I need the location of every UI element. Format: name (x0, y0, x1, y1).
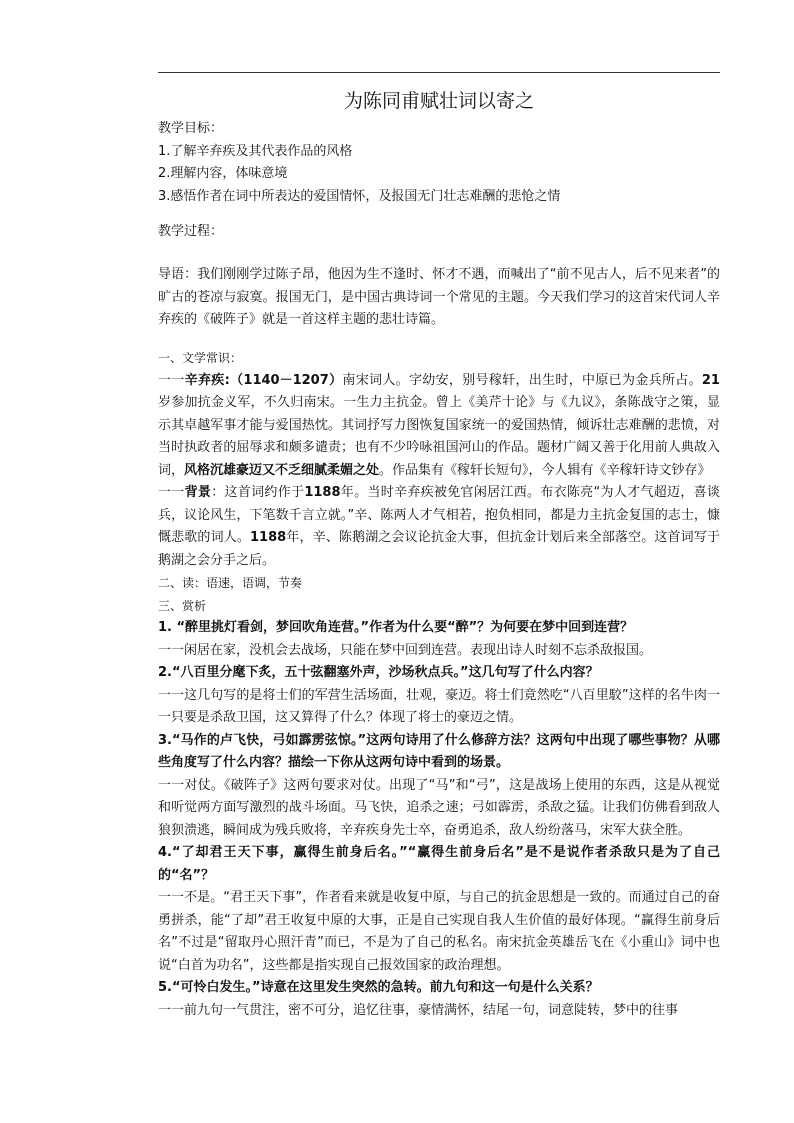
answer-2: 一一这几句写的是将士们的军营生活场面，壮观，豪迈。将士们竟然吃“八百里駮”这样的名牛肉一一只要是杀敌卫国，这又算得了什么？体现了将士的豪迈之情。 (158, 687, 720, 725)
goal-item: 3.感悟作者在词中所表达的爱国情怀，及报国无门壮志难酬的悲怆之情 (158, 188, 561, 204)
document-title: 为陈同甫赋壮词以寄之 (343, 90, 534, 112)
process-heading: 教学过程： (158, 224, 224, 239)
background-label: 背景 (184, 485, 212, 500)
background-text: ：这首词约作于 (211, 485, 305, 500)
goals-heading: 教学目标： (158, 121, 224, 136)
literature-section (158, 347, 720, 1022)
background-year: 1188 (304, 485, 341, 500)
literature-heading: 一、文学常识： (158, 351, 243, 365)
background-text: 年。当时辛弃疾被免官闲居江西。布衣陈亮“为人才气超迈，喜谈兵，议论风生，下笔数千言立就。”辛、陈两人才气相若，抱负相同，都是力主抗金复国的志士，慷慨悲歌的词人。 (158, 485, 720, 545)
answer-1: 一一闲居在家，没机会去战场，只能在梦中回到连营。表现出诗人时刻不忘杀敌报国。 (158, 642, 653, 658)
process-section (158, 221, 720, 244)
goal-item: 1.了解辛弃疾及其代表作品的风格 (158, 143, 353, 159)
background-paragraph (158, 482, 720, 572)
question-text: 2.“八百里分麾下炙，五十弦翻塞外声，沙场秋点兵。”这几句写了什么内容？ (158, 665, 599, 680)
question-3 (158, 730, 720, 775)
question-text: 3.“马作的卢飞快，弓如霹雳弦惊。”这两句诗用了什么修辞方法？这两句中出现了哪些事物？从哪些角度写了什么内容？描绘一下你从这两句诗中看到的场景。 (158, 732, 720, 770)
author-text: 南宋词人。字幼安，别号稼轩，出生时，中原已为金兵所占。 (342, 372, 702, 388)
answer-4: 一一不是。“君王天下事”，作者看来就是收复中原，与自己的抗金思想是一致的。而通过自己的奋勇拼杀，能“了却”君王收复中原的大事，正是自己实现自我人生价值的最好体现。“赢得生前身后名”不过是“留取丹心照汗青”而已，不是为了自己的私名。南宋抗金英雄岳飞在《小重山》词中也说“白首为功名”，这些都是指实现自己报效国家的政治理想。 (158, 890, 720, 973)
question-text: 5.“可怜白发生。”诗意在这里发生突然的急转。前九句和这一句是什么关系？ (158, 980, 599, 995)
intro-text: 导语：我们刚刚学过陈子昂，他因为生不逢时、怀才不遇，而喊出了“前不见古人，后不见来者”的旷古的苍凉与寂寞。报国无门，是中国古典诗词一个常见的主题。今天我们学习的这首宋代词人辛弃疾的《破阵子》就是一首这样主题的悲壮诗篇。 (158, 267, 720, 327)
header-rule (158, 72, 720, 73)
appreciation-heading: 三、赏析 (158, 598, 207, 613)
background-text: 年，辛、陈鹅湖之会议论抗金大事，但抗金计划后来全部落空。这首词写于鹅湖之会分手之后。 (158, 530, 720, 568)
reading-heading: 二、读：语速，语调，节奏 (158, 576, 303, 590)
author-text: 。作品集有《稼轩长短句》，今人辑有《辛稼轩诗文钞存》 (379, 462, 711, 478)
author-prefix: 一一 (158, 372, 185, 388)
author-paragraph (158, 370, 720, 483)
background-prefix: 一一 (158, 485, 185, 500)
question-4 (158, 842, 720, 887)
question-5 (158, 977, 720, 1000)
author-dates: （1140－1207） (229, 372, 343, 388)
question-text: 1. “醉里挑灯看剑，梦回吹角连营。”作者为什么要“醉”？为何要在梦中回到连营？ (158, 620, 634, 635)
intro-paragraph (158, 264, 720, 332)
author-age: 21 (701, 372, 720, 388)
question-text: 4.“了却君王天下事，赢得生前身后名。”“赢得生前身后名”是不是说作者杀敌只是为了自己的“名”？ (158, 845, 720, 883)
author-text: 岁参加抗金义军，不久归南宋。一生力主抗金。曾上《美芹十论》与《九议》，条陈战守之策，显示其卓越军事才能与爱国热忱。其词抒写力图恢复国家统一的爱国热情，倾诉壮志难酬的悲愤，对当时执政者的屈辱求和颇多谴责；也有不少吟咏祖国河山的作品。题材广阔又善于化用前人典故入词， (158, 395, 720, 478)
answer-5: 一一前九句一气贯注，密不可分，追忆往事，豪情满怀，结尾一句，词意陡转，梦中的往事 (158, 1002, 679, 1018)
author-name: 辛弃疾: (184, 372, 230, 388)
goal-item: 2.理解内容，体味意境 (158, 166, 288, 181)
answer-3: 一一对仗。《破阵子》这两句要求对仗。出现了“马”和“弓”，这是战场上使用的东西，这是从视觉和听觉两方面写激烈的战斗场面。马飞快，追杀之速；弓如霹雳，杀敌之猛。让我们仿佛看到敌人狼狈溃逃，瞬间成为残兵败将，辛弃疾身先士卒，奋勇追杀，敌人纷纷落马，宋军大获全胜。 (158, 777, 720, 838)
question-2 (158, 662, 720, 685)
goals-section (158, 118, 720, 208)
author-style: 风格沉雄豪迈又不乏细腻柔媚之处 (184, 462, 380, 478)
question-1 (158, 617, 720, 640)
background-year: 1188 (250, 530, 287, 545)
